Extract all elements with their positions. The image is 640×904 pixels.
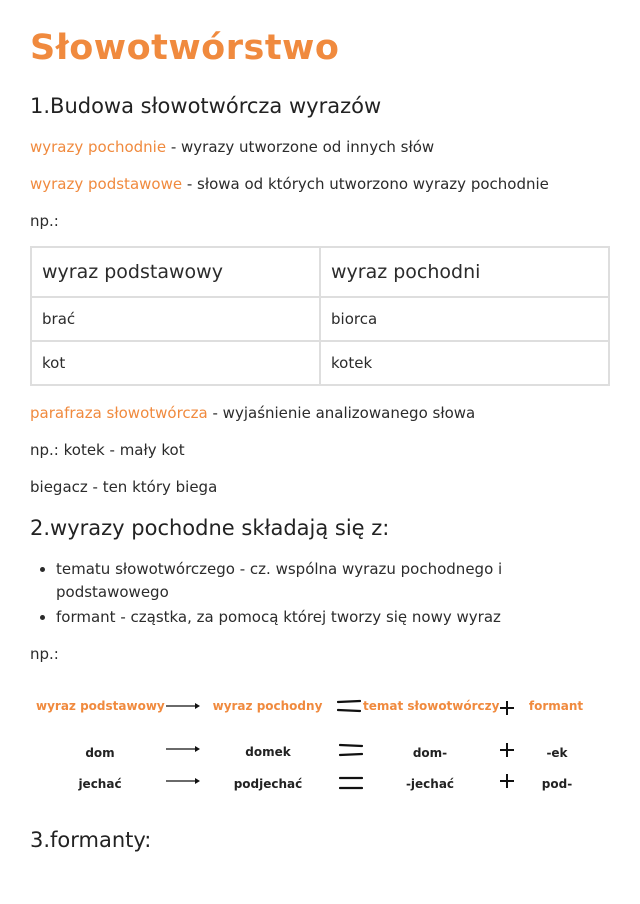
definition-paraphrase: [30, 404, 475, 422]
definition-term: parafraza słowotwórcza: [30, 404, 208, 422]
section-3-heading: 3.formanty:: [30, 828, 152, 852]
diagram-cell-stem: dom-: [412, 746, 448, 760]
equals-icon: [339, 742, 363, 758]
definition-text: - wyrazy utworzone od innych słów: [166, 138, 435, 156]
diagram-header-base: wyraz podstawowy: [36, 699, 165, 713]
section-1-heading: 1.Budowa słowotwórcza wyrazów: [30, 94, 382, 118]
arrow-right-icon: [165, 775, 201, 787]
definition-text: - słowa od których utworzono wyrazy pochodnie: [182, 175, 549, 193]
example-label: np.:: [30, 212, 59, 230]
diagram-cell-formant: -ek: [546, 746, 568, 760]
definition-term: wyrazy pochodnie: [30, 138, 167, 156]
list-item: • tematu słowotwórczego - cz. wspólna wyrazu pochodnego i podstawowego: [56, 558, 596, 604]
definition-derived-words: [30, 138, 434, 156]
page-title: Słowotwórstwo: [30, 28, 340, 68]
example-label: np.:: [30, 645, 59, 663]
plus-icon: [499, 773, 515, 789]
table-cell: kot: [31, 341, 320, 385]
definition-term: wyrazy podstawowe: [30, 175, 183, 193]
section-2-heading: 2.wyrazy pochodne składają się z:: [30, 516, 390, 540]
table-row: [31, 341, 609, 385]
definition-text: - wyjaśnienie analizowanego słowa: [207, 404, 476, 422]
components-list: [30, 558, 596, 631]
example-line: np.: kotek - mały kot: [30, 441, 185, 459]
diagram-cell-formant: pod-: [541, 777, 573, 791]
table-cell: brać: [31, 297, 320, 341]
table-header-row: [31, 247, 609, 297]
word-table: [30, 246, 610, 386]
diagram-header-formant: formant: [528, 699, 584, 713]
equals-icon: [339, 775, 363, 791]
table-header-cell: wyraz podstawowy: [31, 247, 320, 297]
arrow-right-icon: [165, 700, 201, 712]
table-row: [31, 297, 609, 341]
example-line: biegacz - ten który biega: [30, 478, 218, 496]
equals-icon: [337, 698, 361, 714]
diagram-cell-derived: domek: [245, 745, 291, 759]
table-cell: kotek: [320, 341, 609, 385]
table-cell: biorca: [320, 297, 609, 341]
diagram-header-derived: wyraz pochodny: [212, 699, 323, 713]
plus-icon: [499, 742, 515, 758]
diagram-cell-stem: -jechać: [405, 777, 455, 791]
diagram-cell-derived: podjechać: [233, 777, 303, 791]
plus-icon: [499, 700, 515, 716]
table-header-cell: wyraz pochodni: [320, 247, 609, 297]
arrow-right-icon: [165, 743, 201, 755]
diagram-cell-base: jechać: [78, 777, 122, 791]
definition-base-words: [30, 175, 549, 193]
list-item: • formant - cząstka, za pomocą której tworzy się nowy wyraz: [56, 606, 596, 629]
diagram-cell-base: dom: [85, 746, 115, 760]
diagram-header-stem: temat słowotwórczy: [363, 699, 500, 713]
